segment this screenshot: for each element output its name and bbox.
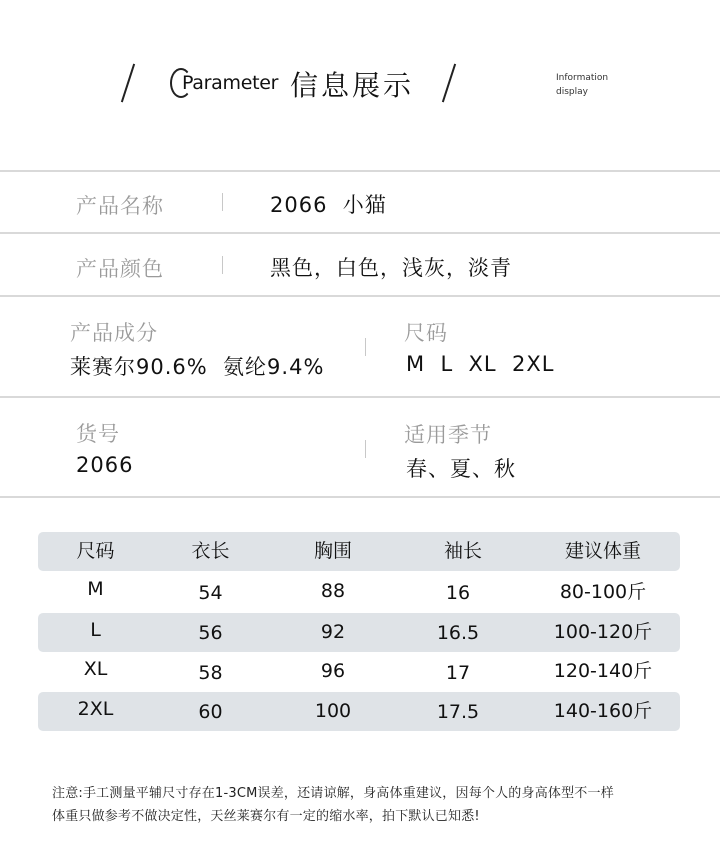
table-cell: 16 <box>445 582 471 604</box>
separator-name <box>222 193 223 211</box>
table-cell: XL <box>83 658 108 680</box>
product-name-label: 产品名称 <box>76 194 164 218</box>
table-cell: 120-140斤 <box>553 660 653 682</box>
product-color-value: 黑色，白色，浅灰，淡青 <box>270 256 512 280</box>
divider-3 <box>0 295 720 297</box>
product-color-label: 产品颜色 <box>76 257 164 281</box>
table-cell: 54 <box>198 582 223 604</box>
parameter-text: Parameter <box>182 72 279 94</box>
table-cell: 2XL <box>77 698 114 720</box>
divider-4 <box>0 396 720 398</box>
composition-label: 产品成分 <box>70 321 158 345</box>
table-cell: 100 <box>314 700 352 722</box>
table-header-cell: 胸围 <box>313 540 352 562</box>
note-line-2: 体重只做参考不做决定性，天丝莱赛尔有一定的缩水率，拍下默认已知悉! <box>52 809 480 824</box>
table-cell: L <box>90 619 101 641</box>
table-header-cell: 尺码 <box>76 540 115 562</box>
table-cell: 92 <box>320 621 346 643</box>
page-title: 信息展示 <box>290 69 415 102</box>
season-value: 春、夏、秋 <box>406 457 516 481</box>
table-cell: 16.5 <box>436 622 480 644</box>
separator-item <box>365 440 366 458</box>
composition-value: 莱赛尔90.6% 氨纶9.4% <box>70 355 325 379</box>
divider-1 <box>0 170 720 172</box>
item-number-value: 2066 <box>76 453 134 477</box>
info-line-2: display <box>556 87 588 97</box>
divider-5 <box>0 496 720 498</box>
table-cell: 140-160斤 <box>553 700 653 722</box>
divider-2 <box>0 232 720 234</box>
table-cell: M <box>87 578 104 600</box>
table-cell: 80-100斤 <box>559 581 647 603</box>
table-cell: 58 <box>198 662 223 684</box>
table-header-cell: 建议体重 <box>564 540 641 562</box>
table-header-cell: 袖长 <box>443 540 482 562</box>
header-info <box>556 71 608 99</box>
item-number-label: 货号 <box>76 422 120 446</box>
table-cell: 88 <box>320 580 346 602</box>
table-cell: 17.5 <box>436 701 480 723</box>
size-label: 尺码 <box>404 321 448 345</box>
table-cell: 17 <box>445 662 471 684</box>
separator-composition <box>365 338 366 356</box>
table-row <box>38 613 680 652</box>
season-label: 适用季节 <box>404 423 492 447</box>
table-row <box>38 652 680 691</box>
header-right-slash <box>442 64 456 103</box>
size-value: M L XL 2XL <box>406 352 555 376</box>
table-cell: 100-120斤 <box>553 621 653 643</box>
table-cell: 60 <box>198 701 223 723</box>
table-header-row <box>38 532 680 571</box>
table-cell: 96 <box>320 660 346 682</box>
table-row <box>38 572 680 611</box>
table-row <box>38 692 680 731</box>
separator-color <box>222 256 223 274</box>
table-header-cell: 衣长 <box>191 540 230 562</box>
header-left-slash <box>121 64 135 103</box>
info-line-1: Information <box>556 73 609 83</box>
product-name-value: 2066 小猫 <box>270 193 387 217</box>
table-cell: 56 <box>198 622 223 644</box>
header-parameter <box>170 66 278 100</box>
note-line-1: 注意:手工测量平辅尺寸存在1-3CM误差，还请谅解，身高体重建议，因每个人的身高体型不一样 <box>52 786 614 801</box>
